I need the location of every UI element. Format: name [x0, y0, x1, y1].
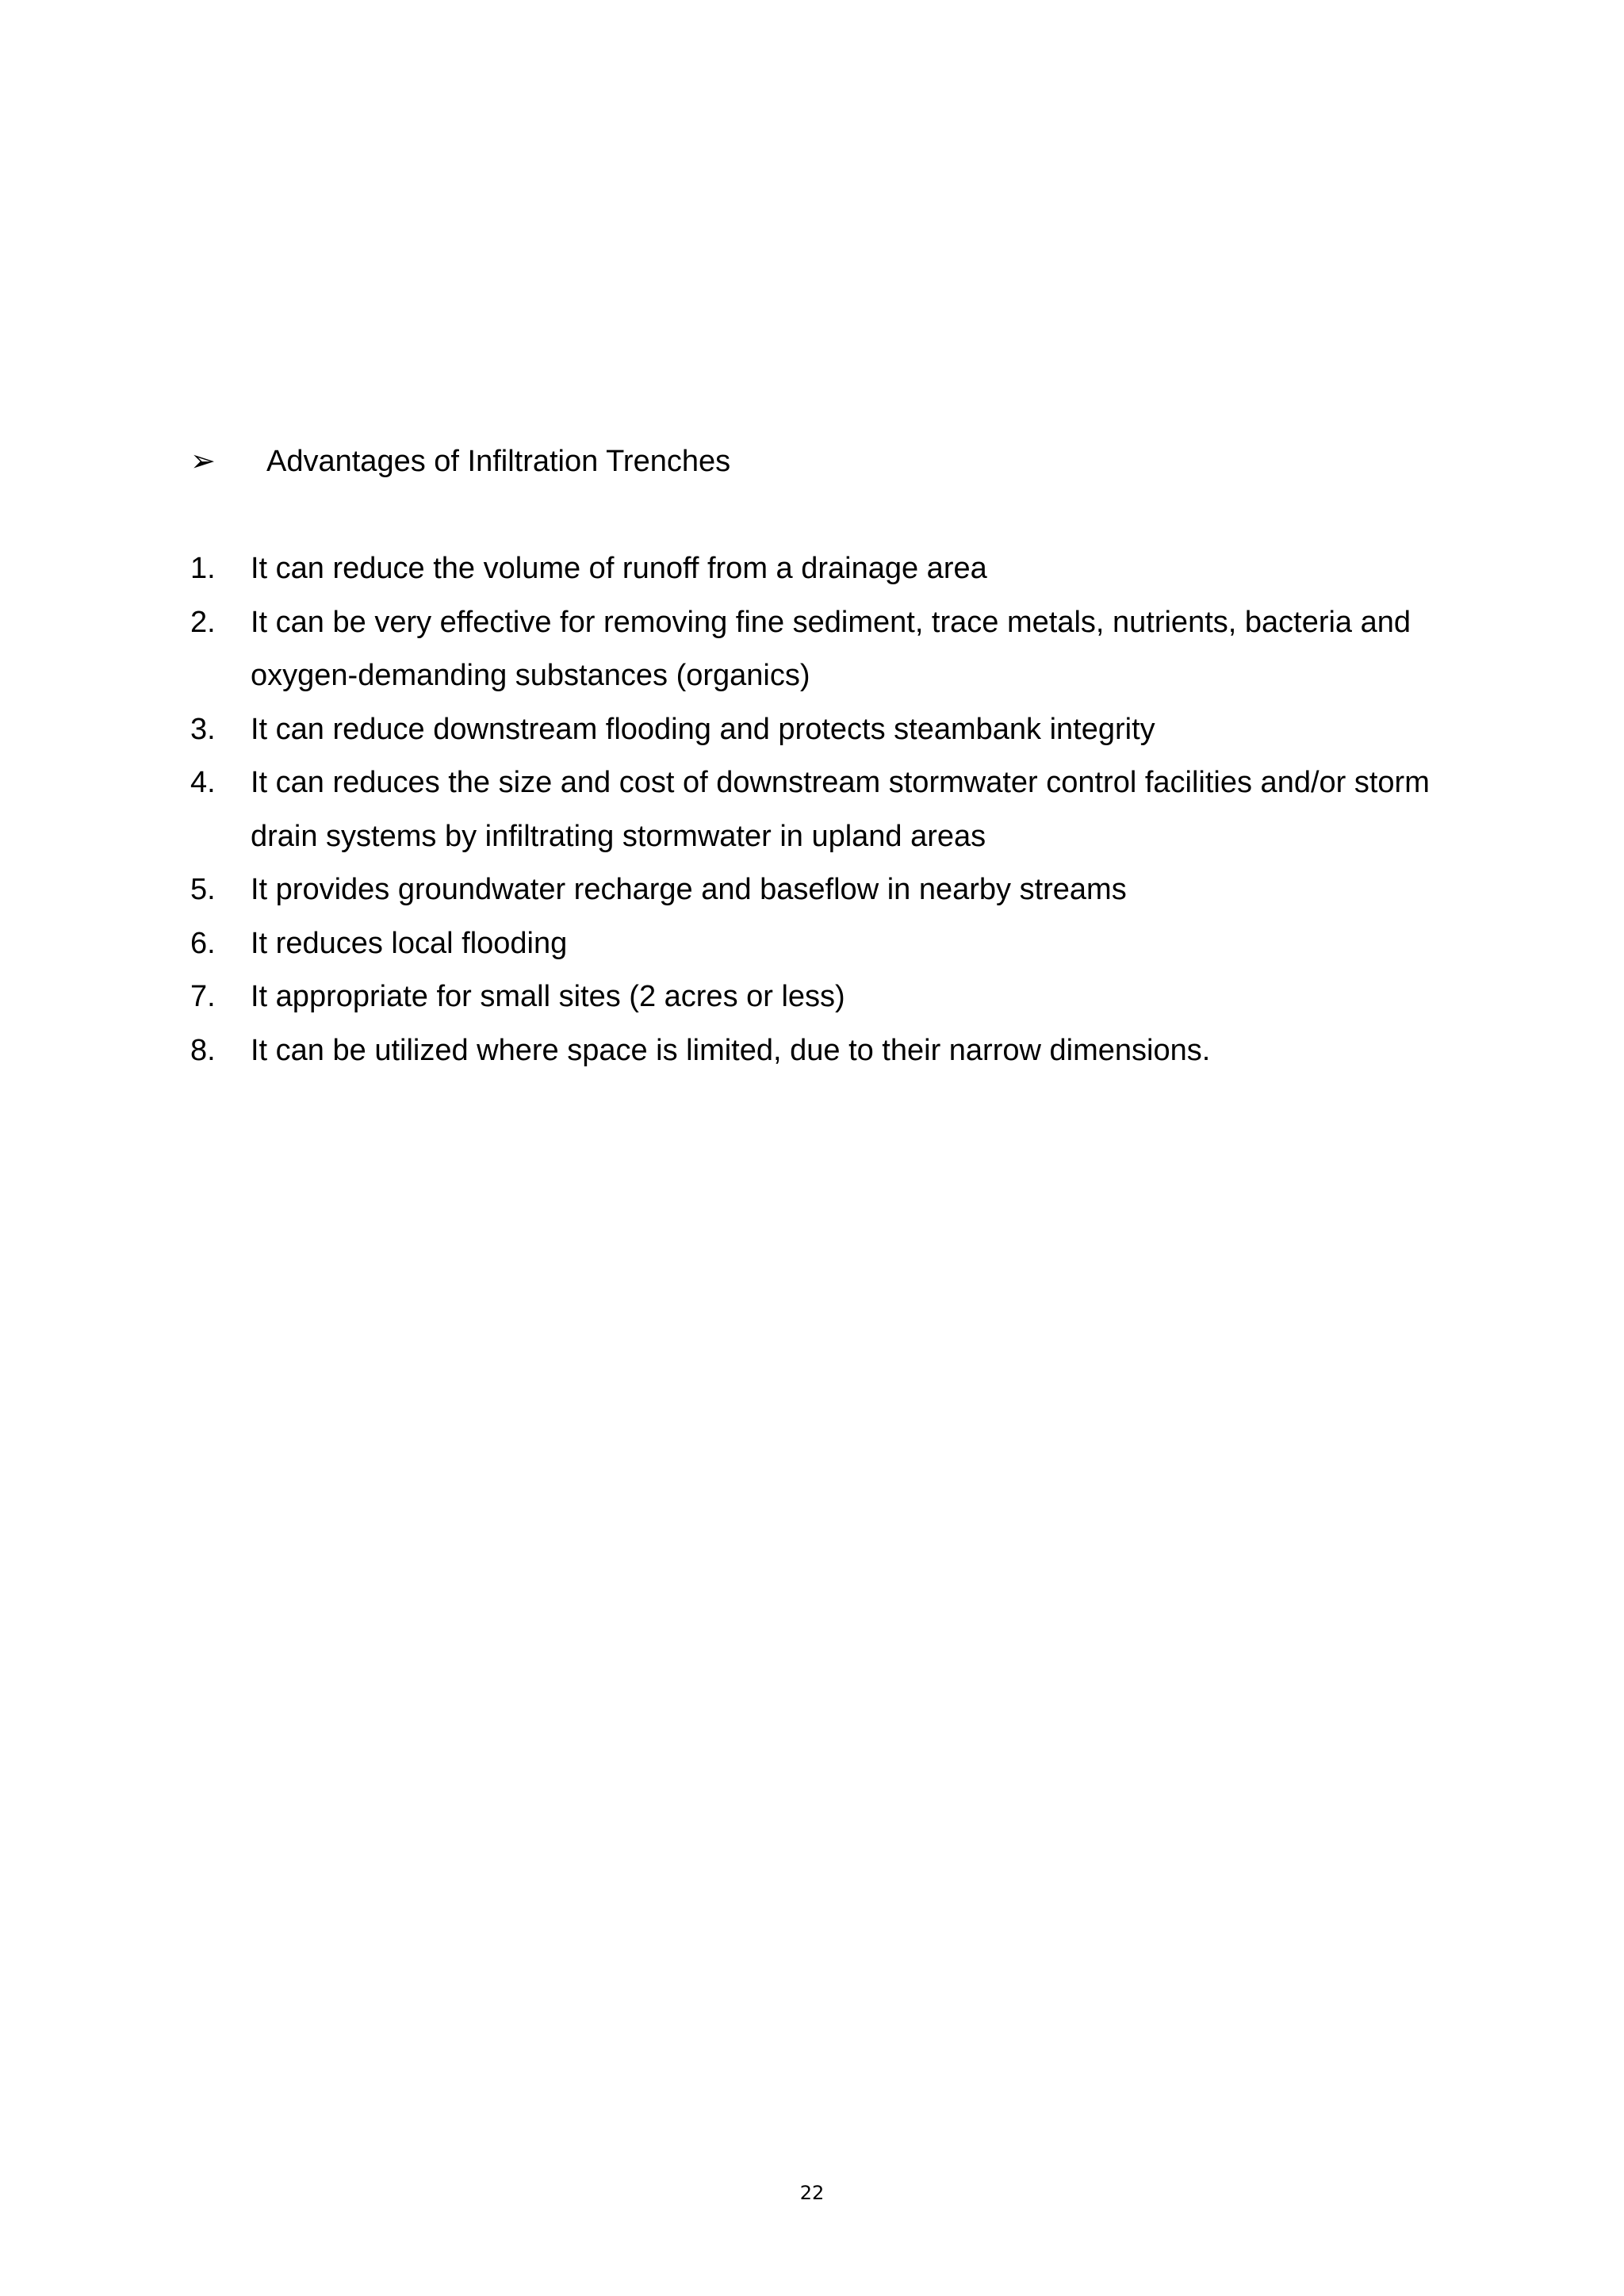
list-item-text: It can be very effective for removing fine sediment, trace metals, nutrients, bacteria and oxygen-demanding substances (organics) — [251, 605, 1411, 692]
list-item — [190, 1024, 1459, 1078]
list-item-number: 6. — [190, 926, 216, 960]
list-item-text: It can reduce downstream flooding and protects steambank integrity — [251, 712, 1155, 746]
list-item-number: 5. — [190, 873, 216, 906]
list-item-number: 7. — [190, 980, 216, 1013]
list-item — [190, 917, 1459, 971]
list-item-number: 3. — [190, 712, 216, 746]
advantages-list — [190, 542, 1459, 1077]
list-item — [190, 596, 1459, 703]
list-item-text: It provides groundwater recharge and baseflow in nearby streams — [251, 873, 1127, 906]
list-item-text: It reduces local flooding — [251, 926, 568, 960]
list-item-number: 1. — [190, 552, 216, 585]
list-item-number: 2. — [190, 605, 216, 639]
list-item-text: It can reduces the size and cost of downstream stormwater control facilities and/or storm drain systems by infiltrating stormwater in upland areas — [251, 766, 1430, 853]
section-heading — [190, 436, 730, 487]
section-heading-text: Advantages of Infiltration Trenches — [266, 445, 731, 478]
list-item-text: It appropriate for small sites (2 acres or less) — [251, 980, 845, 1013]
list-item — [190, 970, 1459, 1024]
arrow-bullet-icon: ➢ — [190, 445, 216, 478]
list-item-text: It can be utilized where space is limited, due to their narrow dimensions. — [251, 1033, 1211, 1067]
list-item — [190, 756, 1459, 863]
list-item — [190, 703, 1459, 757]
list-item — [190, 863, 1459, 917]
list-item-text: It can reduce the volume of runoff from a drainage area — [251, 552, 987, 585]
list-item — [190, 542, 1459, 596]
list-item-number: 4. — [190, 766, 216, 799]
page-number: 22 — [799, 2182, 825, 2204]
list-item-number: 8. — [190, 1033, 216, 1067]
